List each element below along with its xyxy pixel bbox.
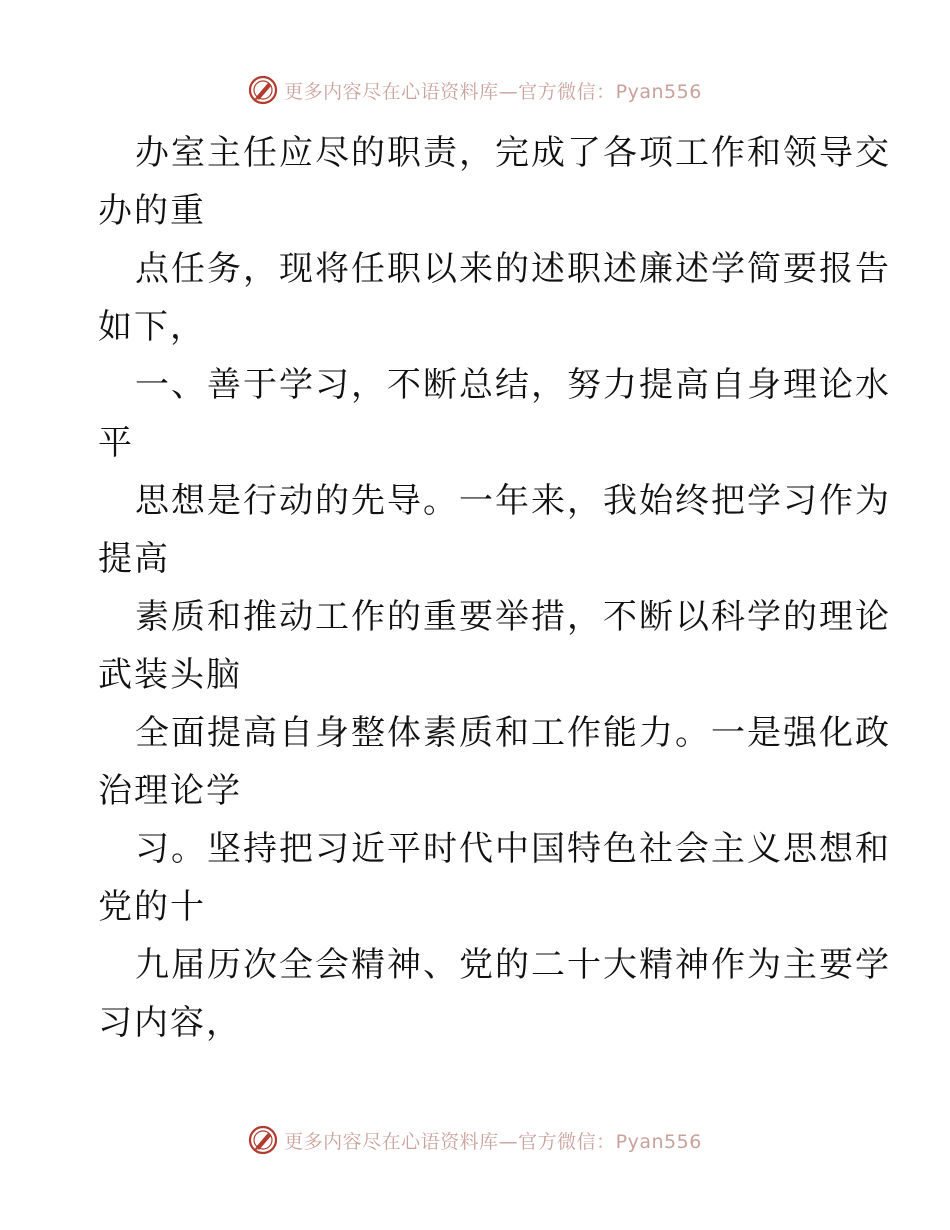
text-line: 思想是行动的先导。一年来，我始终把学习作为 [135, 481, 891, 521]
text-line: 治理论学 [98, 771, 242, 811]
text-line: 如下， [98, 307, 206, 347]
text-line: 九届历次全会精神、党的二十大精神作为主要学 [135, 945, 891, 985]
header-watermark-text: 更多内容尽在心语资料库—官方微信：Pyan556 [284, 80, 702, 103]
text-line: 党的十 [98, 887, 206, 927]
footer-watermark [0, 1120, 950, 1160]
text-line: 办的重 [98, 191, 206, 231]
text-line: 点任务，现将任职以来的述职述廉述学简要报告 [135, 249, 891, 289]
text-line: 全面提高自身整体素质和工作能力。一是强化政 [135, 713, 891, 753]
document-body [98, 124, 891, 1052]
text-line: 习内容， [98, 1003, 242, 1043]
text-line: 武装头脑 [98, 655, 242, 695]
pen-logo-icon [248, 75, 278, 105]
text-line: 一、善于学习，不断总结，努力提高自身理论水 [135, 365, 891, 405]
text-line: 习。坚持把习近平时代中国特色社会主义思想和 [135, 829, 891, 869]
text-line: 办室主任应尽的职责，完成了各项工作和领导交 [135, 133, 891, 173]
text-line: 平 [98, 423, 134, 463]
text-line: 素质和推动工作的重要举措，不断以科学的理论 [135, 597, 891, 637]
text-line: 提高 [98, 539, 170, 579]
pen-logo-icon [248, 1125, 278, 1155]
header-watermark [0, 70, 950, 110]
footer-watermark-text: 更多内容尽在心语资料库—官方微信：Pyan556 [284, 1130, 702, 1153]
